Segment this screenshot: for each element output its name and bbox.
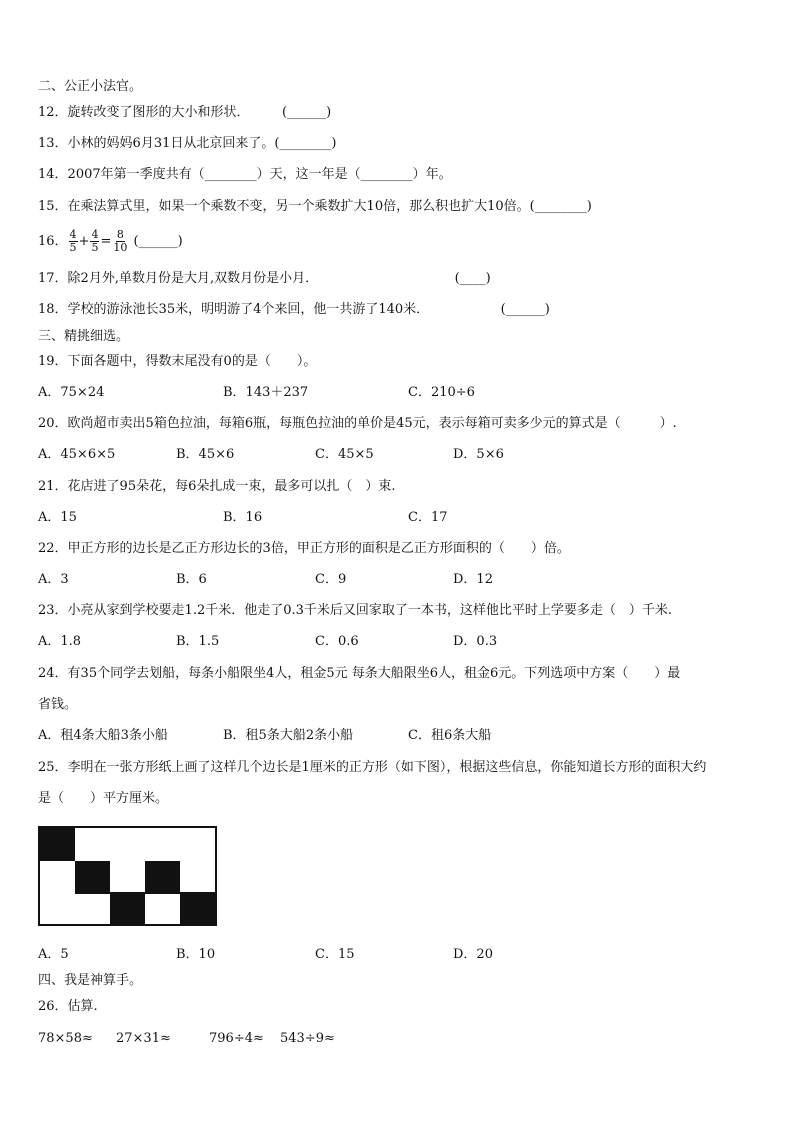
q20-option-d: D．5×6	[453, 447, 504, 462]
question-21: 21．花店进了95朵花，每6朵扎成一束，最多可以扎（ ）束.	[38, 479, 396, 494]
q22-option-b: B．6	[176, 572, 207, 587]
q21-option-a: A．15	[38, 510, 77, 525]
fraction-2: $\frac{4}{5}$	[91, 228, 99, 254]
q24-option-c: C．租6条大船	[408, 728, 492, 743]
section-heading-4: 四、我是神算手。	[38, 973, 143, 988]
q19-option-b: B．143＋237	[223, 385, 309, 400]
question-16	[38, 228, 183, 256]
question-19: 19．下面各题中，得数末尾没有0的是（ ）。	[38, 354, 317, 369]
q21-option-c: C．17	[408, 510, 448, 525]
black-square	[40, 828, 75, 861]
q23-option-b: B．1.5	[176, 634, 220, 649]
estimate-item-1: 78×58≈	[38, 1031, 93, 1046]
question-14: 14．2007年第一季度共有（________）天，这一年是（________）年。	[38, 167, 452, 182]
q24-option-b: B．租5条大船2条小船	[223, 728, 354, 743]
q22-option-a: A．3	[38, 572, 69, 587]
q19-option-c: C．210÷6	[408, 385, 475, 400]
black-square	[110, 892, 145, 925]
q25-option-b: B．10	[176, 947, 216, 962]
black-square	[180, 892, 215, 925]
q24-option-a: A．租4条大船3条小船	[38, 728, 168, 743]
q22-option-c: C．9	[315, 572, 347, 587]
q25-option-c: C．15	[315, 947, 355, 962]
estimate-item-3: 796÷4≈	[209, 1031, 264, 1046]
question-25-line-1: 25．李明在一张方形纸上画了这样几个边长是1厘米的正方形（如下图），根据这些信息，你能知道长方形的面积大约	[38, 760, 707, 775]
estimate-item-2: 27×31≈	[116, 1031, 171, 1046]
black-square	[75, 861, 110, 894]
q16-prefix: 16．	[38, 234, 68, 249]
section-heading-2: 二、公正小法官。	[38, 79, 143, 94]
fraction-1: $\frac{4}{5}$	[69, 228, 77, 254]
estimate-item-4: 543÷9≈	[280, 1031, 335, 1046]
question-24-line-2: 省钱。	[38, 697, 78, 712]
question-17: 17．除2月外,单数月份是大月,双数月份是小月． (____)	[38, 271, 491, 286]
fraction-3: $\frac{8}{10}$	[113, 228, 128, 254]
q23-option-c: C．0.6	[315, 634, 359, 649]
question-13: 13．小林的妈妈6月31日从北京回来了。(________)	[38, 136, 337, 151]
question-23: 23．小亮从家到学校要走1.2千米．他走了0.3千米后又回家取了一本书，这样他比平时上学要多走（ ）千米.	[38, 603, 673, 618]
question-20: 20．欧尚超市卖出5箱色拉油，每箱6瓶，每瓶色拉油的单价是45元，表示每箱可卖多少元的算式是（ ）.	[38, 416, 677, 431]
q19-option-a: A．75×24	[38, 385, 105, 400]
rectangle-squares-figure	[38, 826, 217, 926]
question-22: 22．甲正方形的边长是乙正方形边长的3倍，甲正方形的面积是乙正方形面积的（ ）倍。	[38, 541, 570, 556]
q23-option-a: A．1.8	[38, 634, 82, 649]
q16-answer-blank: (______)	[133, 234, 183, 249]
black-square	[145, 861, 180, 894]
q25-option-d: D．20	[453, 947, 493, 962]
question-12: 12．旋转改变了图形的大小和形状． (______)	[38, 105, 332, 120]
q20-option-c: C．45×5	[315, 447, 374, 462]
question-24-line-1: 24．有35个同学去划船，每条小船限坐4人，租金5元 每条大船限坐6人，租金6元。下列选项中方案（ ）最	[38, 666, 681, 681]
q23-option-d: D．0.3	[453, 634, 498, 649]
q20-option-b: B．45×6	[176, 447, 235, 462]
equals-sign: =	[100, 234, 112, 249]
question-15: 15．在乘法算式里，如果一个乘数不变，另一个乘数扩大10倍，那么积也扩大10倍。(________)	[38, 199, 592, 214]
question-26: 26．估算.	[38, 999, 98, 1014]
question-25-line-2: 是（ ）平方厘米。	[38, 791, 169, 806]
q21-option-b: B．16	[223, 510, 263, 525]
q22-option-d: D．12	[453, 572, 493, 587]
section-heading-3: 三、精挑细选。	[38, 329, 130, 344]
question-18: 18．学校的游泳池长35米，明明游了4个来回，他一共游了140米． (______)	[38, 302, 550, 317]
q25-option-a: A．5	[38, 947, 69, 962]
q20-option-a: A．45×6×5	[38, 447, 116, 462]
plus-sign: +	[78, 234, 90, 249]
